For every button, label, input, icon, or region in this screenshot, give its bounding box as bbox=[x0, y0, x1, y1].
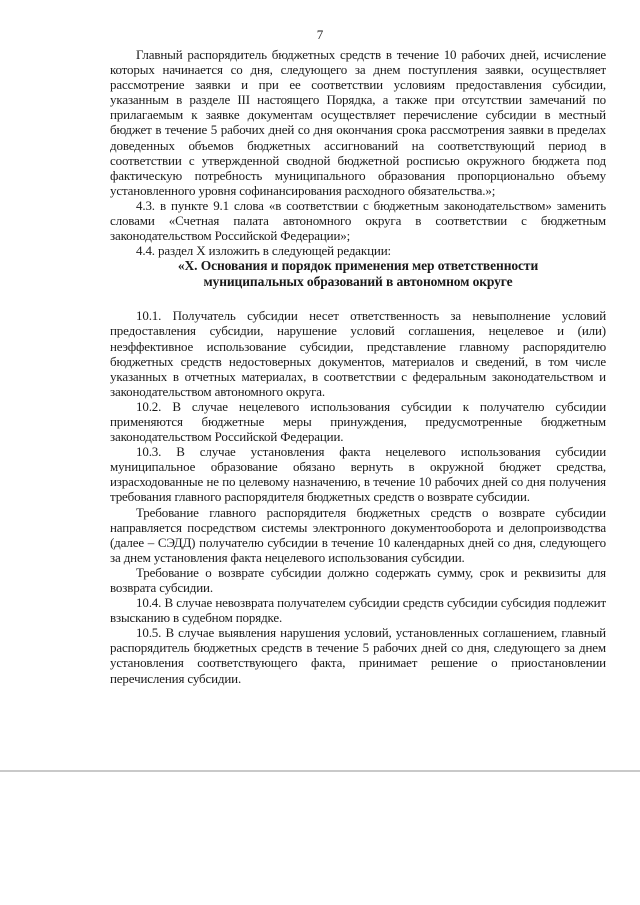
paragraph-amendment-4-4: 4.4. раздел X изложить в следующей редакции: bbox=[136, 243, 391, 259]
document-body bbox=[110, 47, 606, 686]
page-number: 7 bbox=[316, 27, 324, 42]
paragraph-amendment-4-3: 4.3. в пункте 9.1 слова «в соответствии с бюджетным законодательством» заменить словами «Счетная палата автономного округа в соответствии с бюджетным законодательством Российской Федерации»; bbox=[110, 197, 606, 244]
section-heading-line-1: «X. Основания и порядок применения мер ответственности bbox=[177, 258, 539, 274]
clause-10-3-requirement-content: Требование о возврате субсидии должно содержать сумму, срок и реквизиты для возврата субсидии. bbox=[110, 564, 606, 595]
section-heading-line-2: муниципальных образований в автономном округе bbox=[203, 273, 513, 289]
spacer bbox=[110, 289, 606, 308]
blank-area bbox=[0, 772, 640, 905]
clause-10-3-requirement-delivery: Требование главного распорядителя бюджетных средств о возврате субсидии направляется посредством системы электронного документооборота и делопроизводства (далее – СЭДД) получателю субсидии в течение 10 календарных дней со дня, следующего за днем установления факта нецелевого использования субсидии. bbox=[110, 504, 606, 565]
clause-10-2: 10.2. В случае нецелевого использования субсидии к получателю субсидии применяются бюджетные меры принуждения, предусмотренные бюджетным законодательством Российской Федерации. bbox=[110, 398, 606, 445]
paragraph-disbursement: Главный распорядитель бюджетных средств в течение 10 рабочих дней, исчисление которых начинается со дня, следующего за днем поступления заявки, осуществляет рассмотрение заявки и при ее соответствии условиям предоставления субсидии, указанным в разделе III настоящего Порядка, а также при отсутствии замечаний по прилагаемым к заявке документам осуществляет перечисление субсидии в местный бюджет в течение 5 рабочих дней со дня окончания срока рассмотрения заявки в пределах доведенных объемов бюджетных ассигнований на соответствующий период в соответствии с утвержденной сводной бюджетной росписью окружного бюджета под фактическую потребность муниципального образования пропорционально объему установленного уровня софинансирования расходного обязательства.»; bbox=[110, 47, 606, 198]
clause-10-3: 10.3. В случае установления факта нецелевого использования субсидии муниципальное образование обязано вернуть в окружной бюджет средства, израсходованные не по целевому назначению, в течение 10 рабочих дней со дня получения требования главного распорядителя бюджетных средств о возврате субсидии. bbox=[110, 444, 606, 505]
section-heading bbox=[110, 258, 606, 289]
clause-10-1: 10.1. Получатель субсидии несет ответственность за невыполнение условий предоставления субсидии, нарушение условий соглашения, нецелевое и (или) неэффективное использование субсидии, представление главному распорядителю бюджетных средств недостоверных документов, материалов и сведений, в том числе указанных в отчетных материалах, в соответствии с федеральным законодательством и законодательством автономного округа. bbox=[110, 308, 606, 399]
clause-10-4: 10.4. В случае невозврата получателем субсидии средств субсидии субсидия подлежит взысканию в судебном порядке. bbox=[110, 595, 606, 626]
clause-10-5: 10.5. В случае выявления нарушения условий, установленных соглашением, главный распорядитель бюджетных средств в течение 5 рабочих дней со дня, следующего за днем установления соответствующего факта, принимает решение о приостановлении перечисления субсидии. bbox=[110, 625, 606, 686]
